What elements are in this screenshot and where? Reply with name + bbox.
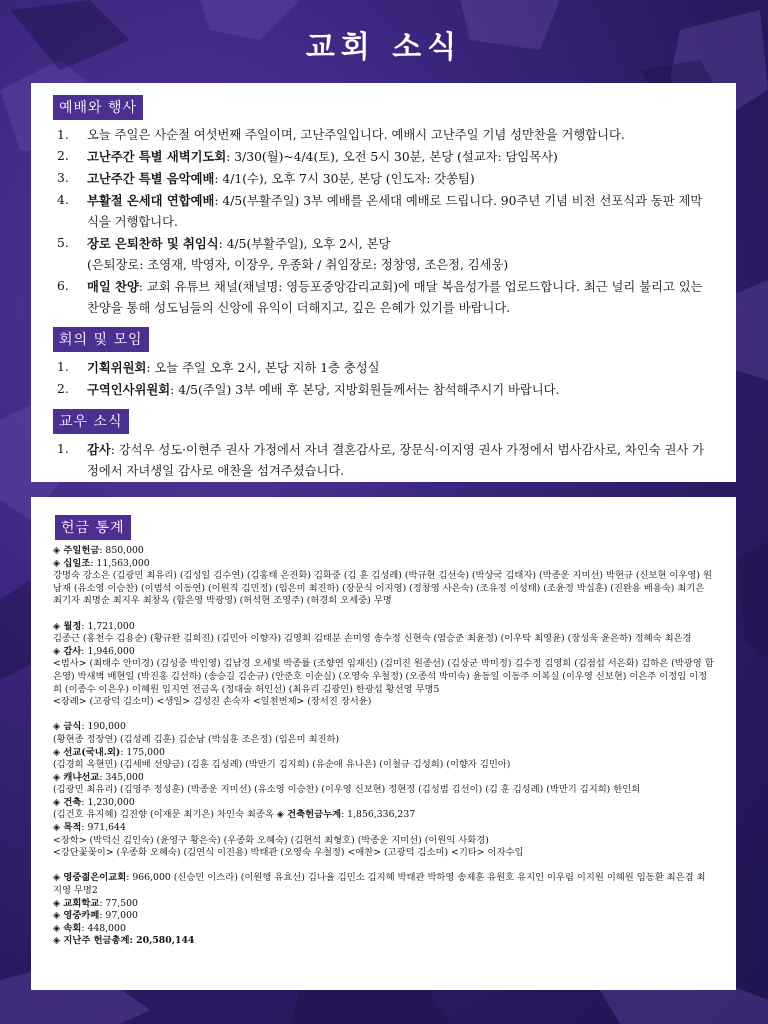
- list-item: [51, 146, 714, 168]
- item-title: 구역인사위원회: [87, 382, 171, 397]
- offering-donors: [53, 835, 714, 848]
- item-title: 고난주간 특별 새벽기도회: [87, 149, 227, 164]
- offering-donors: [53, 734, 714, 747]
- list-item: [51, 379, 714, 401]
- news-panel: [31, 83, 736, 482]
- section-header-members: 교우 소식: [53, 409, 129, 434]
- donor-names: (김건호 유지혜) 김진향 (이재문 최기은) 차인숙 최종옥: [53, 809, 277, 821]
- item-number: 1.: [57, 128, 69, 142]
- offering-category: [53, 872, 714, 897]
- donor-names: <장학> (박덕신 김인숙) (윤영구 황은숙) (우종화 오혜숙) (김현석 최형호) (박종운 지미선) (이원익 사화경): [53, 834, 489, 846]
- spacer: [53, 709, 714, 722]
- item-number: 6.: [57, 279, 69, 293]
- category-label: ◈ 영중젊은이교회: [53, 872, 127, 884]
- category-label: ◈ 십일조: [53, 557, 91, 569]
- offering-donors: [53, 809, 714, 822]
- item-text: : 4/5(주일) 3부 예배 후 본당, 지방회원들께서는 참석해주시기 바랍니다.: [170, 383, 560, 397]
- offering-category: [53, 772, 714, 785]
- donor-names: 김종근 (홍천수 김용순) (황규완 김희진) (김민아 이향자) 김영희 김태분 손미영 송수정 신현숙 (염승준 최윤정) (이우탁 최영윤) (장성욱 윤은하) 정혜숙 최은경: [53, 633, 692, 645]
- item-title: 고난주간 특별 음악예배: [87, 171, 215, 186]
- offering-category: [53, 545, 714, 558]
- offering-statistics: [53, 545, 714, 948]
- item-number: 1.: [57, 442, 69, 456]
- category-label: ◈ 월정: [53, 620, 82, 632]
- section-header-meetings: 회의 및 모임: [53, 327, 149, 352]
- category-value: : 1,721,000: [81, 620, 135, 632]
- item-text: : 오늘 주일 오후 2시, 본당 지하 1층 충성실: [146, 361, 380, 375]
- offering-category: [53, 646, 714, 659]
- item-number: 2.: [57, 149, 69, 163]
- offering-donors: [53, 658, 714, 696]
- category-label: ◈ 지난주 헌금총계: [53, 935, 130, 947]
- offering-panel: [31, 497, 736, 990]
- category-value: : 448,000: [81, 922, 126, 934]
- offering-category: [53, 558, 714, 571]
- category-label: ◈ 교회학교: [53, 897, 100, 909]
- category-value: : 966,000 (신승민 이스라) (이원행 유효선) 김나율 김민소 김지혜 박태관 박하영 송제훈 유원호 유지인 이우림 이지원 이혜원 임동환 최은겸 최지영 무명2: [53, 872, 706, 897]
- category-label: ◈ 속회: [53, 922, 82, 934]
- offering-donors: [53, 784, 714, 797]
- page-title: 교회 소식: [305, 30, 463, 65]
- offering-donors: [53, 570, 714, 608]
- section-header-offering: 헌금 통계: [55, 515, 131, 540]
- offering-category: [53, 721, 714, 734]
- item-number: 5.: [57, 236, 69, 250]
- category-value: : 20,580,144: [129, 935, 195, 947]
- category-label: ◈ 캐냐선교: [53, 771, 100, 783]
- category-value: : 1,856,336,237: [341, 809, 416, 821]
- category-label: ◈ 선교(국내.외): [53, 746, 121, 758]
- list-item: [51, 168, 714, 190]
- category-label: ◈ 금식: [53, 721, 82, 733]
- list-item: [51, 357, 714, 379]
- item-title: 매일 찬양: [87, 279, 139, 294]
- category-label: ◈ 주일헌금: [53, 545, 100, 556]
- item-text: : 4/5(부활주일), 오후 2시, 본당: [218, 237, 391, 251]
- item-text: 오늘 주일은 사순절 여섯번째 주일이며, 고난주일입니다. 예배시 고난주일 기념 성만찬을 거행합니다.: [87, 128, 625, 142]
- item-number: 3.: [57, 171, 69, 185]
- offering-category: [53, 898, 714, 911]
- item-title: 부활절 온세대 연합예배: [87, 193, 215, 208]
- offering-category: [53, 621, 714, 634]
- offering-category: [53, 822, 714, 835]
- category-value: : 77,500: [99, 897, 138, 909]
- category-label: ◈ 감사: [53, 645, 82, 657]
- item-number: 4.: [57, 193, 69, 207]
- category-label: ◈ 영중카페: [53, 910, 100, 922]
- members-list: [51, 439, 714, 482]
- category-value: : 971,644: [81, 822, 126, 834]
- category-label: ◈ 건축헌금누계: [276, 809, 342, 821]
- offering-category: [53, 797, 714, 810]
- category-value: : 11,563,000: [90, 557, 150, 569]
- list-item: [51, 276, 714, 319]
- category-value: : 190,000: [81, 721, 126, 733]
- category-value: : 175,000: [120, 746, 165, 758]
- offering-donors: [53, 847, 714, 860]
- item-text: : 3/30(월)~4/4(토), 오전 5시 30분, 본당 (설교자: 담임목사): [226, 150, 558, 164]
- offering-category: [53, 923, 714, 936]
- item-text-line2: (은퇴장로: 조영재, 박영자, 이장우, 우종화 / 취임장로: 정창영, 조은정, 김세웅): [87, 258, 509, 272]
- donor-names: <장례> (고광덕 김소미) <생일> 김성진 손숙자 <일천번제> (장서진 장서윤): [53, 696, 372, 708]
- offering-category: [53, 910, 714, 923]
- item-title: 기획위원회: [87, 360, 147, 375]
- list-item: [51, 125, 714, 146]
- offering-donors: [53, 696, 714, 709]
- donor-names: (황현종 정장연) (김성례 김훈) 김순남 (박심훈 조은정) (임은미 최진하): [53, 733, 340, 745]
- offering-category: [53, 935, 714, 948]
- item-title: 장로 은퇴찬하 및 취임식: [87, 236, 219, 251]
- item-title: 감사: [87, 442, 111, 457]
- list-item: [51, 233, 714, 276]
- list-item: [51, 439, 714, 482]
- donor-names: (김경희 옥현민) (김세배 선양금) (김훈 김성례) (박만기 김지희) (유순애 유나은) (이철규 김성희) (이향자 김민아): [53, 759, 511, 771]
- list-item: [51, 190, 714, 233]
- donor-names: 강명숙 강소은 (김광민 최유리) (김성일 김수연) (김홍태 은진화) 김화중 (김 훈 김성례) (박규현 김선숙) (박상국 김태자) (박종운 지미선) 박현규 (신보현 이우영) 원남재 (유소영 이승찬) (이범석 이동연) (이원직 김민정) (임은미 최진하) (장문식 이지영) (정창영 사은숙) (조유정 이성태) (조윤정 박십훈) (진완용 배용숙) 최기은 최기자 최명순 최지우 최창옥 (함은영 박광영) (허석현 조영주) (허경희 오세중) 무명: [53, 570, 712, 607]
- worship-list: [51, 125, 714, 319]
- offering-category: [53, 747, 714, 760]
- donor-names: (김광민 최유리) (김영주 정성훈) (박종운 지미선) (유소영 이승찬) (이우영 신보현) 정현정 (김성범 김선이) (김 훈 김성례) (박만기 김지희) 한인희: [53, 784, 641, 796]
- item-number: 2.: [57, 382, 69, 396]
- item-text: : 4/5(부활주일) 3부 예배를 온세대 예배로 드립니다. 90주년 기념 비전 선포식과 동판 제막식을 거행합니다.: [87, 194, 703, 229]
- category-value: : 345,000: [99, 771, 144, 783]
- offering-donors: [53, 633, 714, 646]
- spacer: [53, 860, 714, 873]
- donor-names: <강단꽃꽂이> (우종화 오혜숙) (김연식 이진용) 박태관 (오영숙 우철정) <애찬> (고광덕 김소미) <기타> 이자수입: [53, 847, 524, 859]
- item-number: 1.: [57, 360, 69, 374]
- item-text: : 4/1(수), 오후 7시 30분, 본당 (인도자: 갓쏭팀): [214, 172, 475, 186]
- category-label: ◈ 건축: [53, 796, 82, 808]
- meetings-list: [51, 357, 714, 401]
- category-value: : 1,946,000: [81, 645, 135, 657]
- spacer: [53, 608, 714, 621]
- category-label: ◈ 목적: [53, 822, 82, 834]
- item-text: : 강석우 성도·이현주 권사 가정에서 자녀 결혼감사로, 장문식·이지영 권사 가정에서 범사감사로, 차인숙 권사 가정에서 자녀생일 감사로 애찬을 섬겨주셨습니다.: [87, 443, 705, 478]
- section-header-worship: 예배와 행사: [53, 95, 143, 120]
- offering-donors: [53, 759, 714, 772]
- donor-names: <범사> (최태수 안미경) (김성중 박인영) 김남경 오세빛 박종률 (조향연 임재신) (김미진 원종선) (김상군 박미정) 김수정 김영희 (김점섭 서은화) 김하은 (박광영 함은영) 박새벽 배현일 (박진홍 김선하) (송승길 김순규) (안준호 이순실) (오영숙 우철정) (오종석 박미숙) 윤동일 이동주 이복실 (이우영 신보현) 이은주 이정임 이정희 (이종수 이은우) 이혜원 임지연 전금옥 (정대술 허인선) (최유리 김광민) 한광섭 황선영 무명5: [53, 658, 714, 695]
- category-value: : 850,000: [99, 545, 144, 556]
- category-value: : 97,000: [99, 910, 138, 922]
- category-value: : 1,230,000: [81, 796, 135, 808]
- item-text: : 교회 유튜브 채널(채널명: 영등포중앙감리교회)에 매달 복음성가를 업로드합니다. 최근 널리 불리고 있는 찬양을 통해 성도님들의 신앙에 유익이 더해지고, 깊은 은혜가 있기를 바랍니다.: [87, 280, 703, 315]
